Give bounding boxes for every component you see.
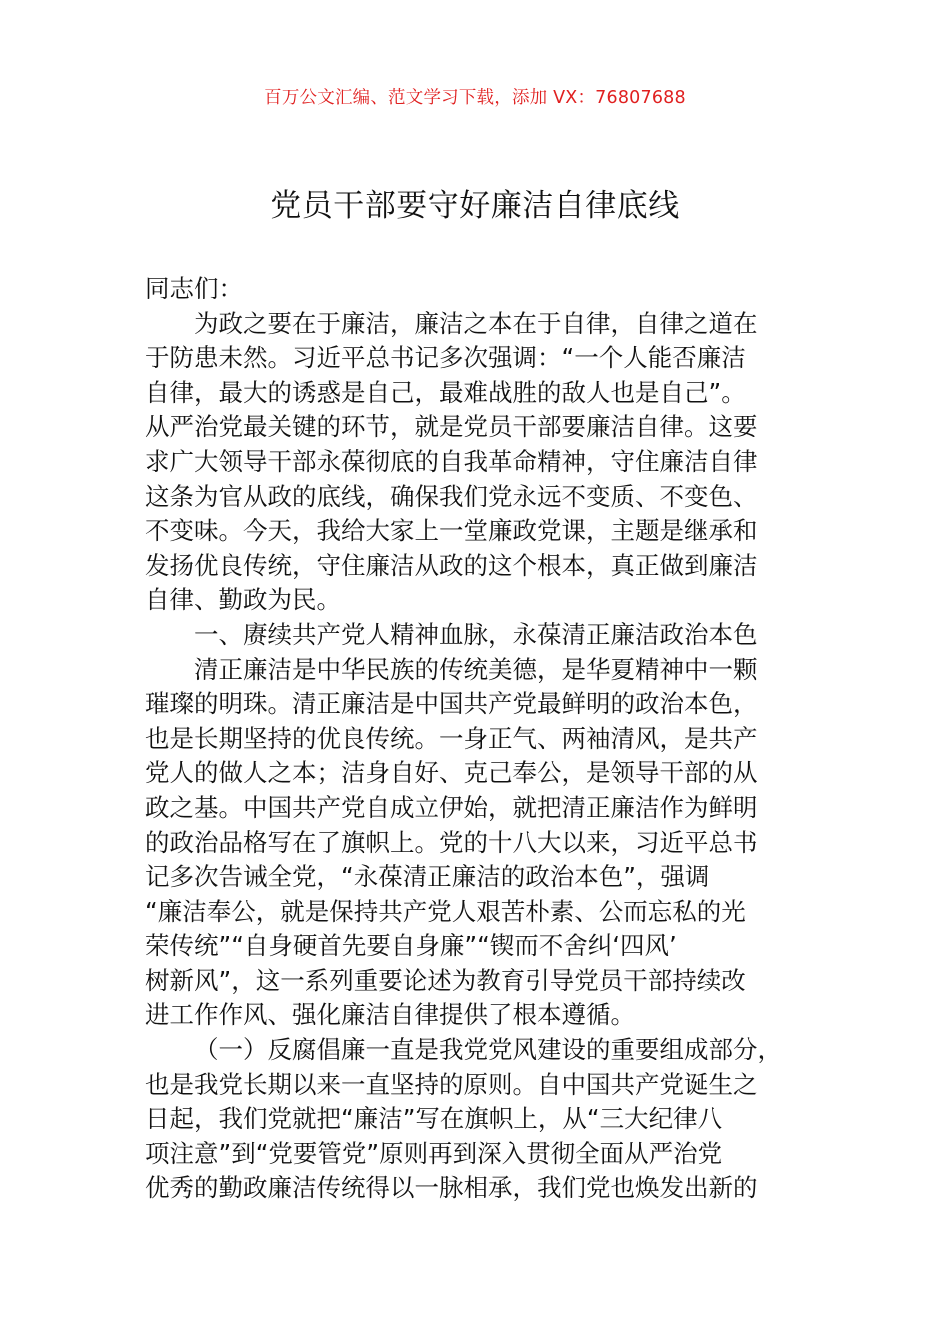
text-line: 求广大领导干部永葆彻底的自我革命精神，守住廉洁自律 (145, 446, 758, 476)
text-line: 也是我党长期以来一直坚持的原则。自中国共产党诞生之 (145, 1069, 758, 1099)
text-line: 荣传统”“自身硬首先要自身廉”“锲而不舍纠‘四风’ (145, 931, 677, 961)
text-line: 党人的做人之本；洁身自好、克己奉公，是领导干部的从 (145, 758, 758, 788)
text-line: 记多次告诫全党，“永葆清正廉洁的政治本色”，强调 (145, 862, 710, 892)
text-line: 政之基。中国共产党自成立伊始，就把清正廉洁作为鲜明 (145, 792, 758, 822)
text-line: 发扬优良传统，守住廉洁从政的这个根本，真正做到廉洁 (145, 550, 758, 580)
text-line: 从严治党最关键的环节，就是党员干部要廉洁自律。这要 (145, 412, 758, 442)
text-line: 也是长期坚持的优良传统。一身正气、两袖清风，是共产 (145, 723, 758, 753)
text-line: 不变味。今天，我给大家上一堂廉政党课，主题是继承和 (145, 516, 758, 546)
text-line: 项注意”到“党要管党”原则再到深入贯彻全面从严治党 (145, 1138, 723, 1168)
text-line: 日起，我们党就把“廉洁”写在旗帜上，从“三大纪律八 (145, 1104, 723, 1134)
text-line: 这条为官从政的底线，确保我们党永远不变质、不变色、 (145, 481, 758, 511)
text-line: 清正廉洁是中华民族的传统美德，是华夏精神中一颗 (194, 654, 758, 684)
text-line: 于防患未然。习近平总书记多次强调：“一个人能否廉洁 (145, 343, 746, 373)
document-body (145, 272, 810, 1206)
text-line: 为政之要在于廉洁，廉洁之本在于自律，自律之道在 (194, 308, 758, 338)
text-line: 璀璨的明珠。清正廉洁是中国共产党最鲜明的政治本色， (145, 689, 758, 719)
text-line: 自律、勤政为民。 (145, 585, 341, 615)
text-line: 优秀的勤政廉洁传统得以一脉相承，我们党也焕发出新的 (145, 1173, 758, 1203)
document-title: 党员干部要守好廉洁自律底线 (270, 188, 680, 224)
text-line: “廉洁奉公，就是保持共产党人艰苦朴素、公而忘私的光 (145, 896, 746, 926)
text-line: 同志们： (145, 274, 243, 303)
text-line: 树新风”，这一系列重要论述为教育引导党员干部持续改 (145, 965, 746, 995)
text-line: 自律，最大的诱惑是自己，最难战胜的敌人也是自己”。 (145, 377, 746, 407)
text-line: 一、赓续共产党人精神血脉，永葆清正廉洁政治本色 (194, 619, 758, 649)
text-line: 进工作作风、强化廉洁自律提供了根本遵循。 (145, 1000, 635, 1030)
text-line: （一）反腐倡廉一直是我党党风建设的重要组成部分， (194, 1035, 782, 1065)
text-line: 的政治品格写在了旗帜上。党的十八大以来，习近平总书 (145, 827, 758, 857)
header-banner: 百万公文汇编、范文学习下载，添加 VX：76807688 (264, 88, 686, 108)
